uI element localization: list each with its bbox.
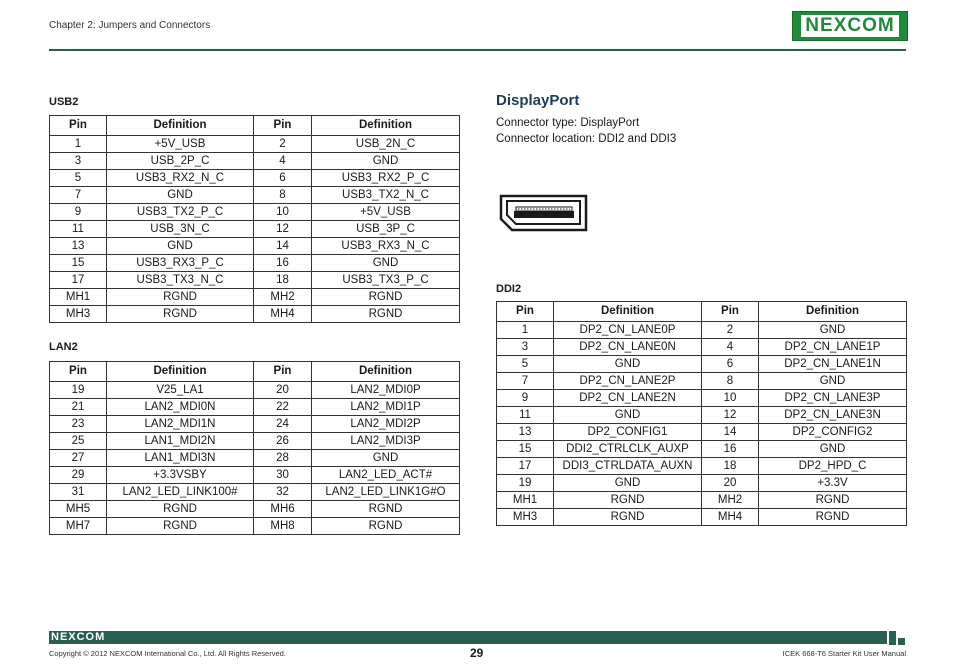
definition-cell: GND — [759, 373, 907, 390]
pin-cell: 2 — [702, 322, 759, 339]
pin-cell: 26 — [254, 433, 312, 450]
pin-cell: 27 — [50, 450, 107, 467]
displayport-connector-icon — [498, 193, 590, 235]
definition-cell: USB3_TX3_N_C — [107, 272, 254, 289]
definition-cell: +3.3VSBY — [107, 467, 254, 484]
definition-cell: DDI2_CTRLCLK_AUXP — [554, 441, 702, 458]
page-number: 29 — [470, 646, 484, 660]
table-row — [50, 153, 460, 170]
pin-cell: 23 — [50, 416, 107, 433]
definition-header: Definition — [554, 302, 702, 322]
definition-cell: RGND — [107, 306, 254, 323]
definition-cell: GND — [759, 441, 907, 458]
definition-cell: USB_2P_C — [107, 153, 254, 170]
connector-type: Connector type: DisplayPort — [496, 117, 640, 129]
pin-cell: 16 — [702, 441, 759, 458]
definition-cell: RGND — [759, 492, 907, 509]
pin-cell: MH1 — [50, 289, 107, 306]
pin-cell: 32 — [254, 484, 312, 501]
corner-squares-icon — [889, 629, 907, 645]
definition-cell: DP2_CN_LANE3P — [759, 390, 907, 407]
ddi2-pin-table — [496, 301, 907, 526]
header-divider — [49, 49, 906, 51]
pin-cell: 4 — [702, 339, 759, 356]
pin-cell: MH6 — [254, 501, 312, 518]
table-row — [50, 467, 460, 484]
definition-cell: RGND — [312, 306, 460, 323]
definition-header: Definition — [759, 302, 907, 322]
table-row — [50, 170, 460, 187]
table-row — [497, 441, 907, 458]
pin-cell: 10 — [702, 390, 759, 407]
definition-cell: DP2_CN_LANE1P — [759, 339, 907, 356]
table-row — [50, 399, 460, 416]
definition-cell: USB3_RX3_P_C — [107, 255, 254, 272]
definition-cell: GND — [554, 407, 702, 424]
table-row — [50, 272, 460, 289]
pin-cell: 11 — [497, 407, 554, 424]
pin-cell: 7 — [50, 187, 107, 204]
definition-cell: LAN2_LED_LINK100# — [107, 484, 254, 501]
pin-cell: 24 — [254, 416, 312, 433]
definition-header: Definition — [312, 116, 460, 136]
pin-cell: 19 — [497, 475, 554, 492]
pin-cell: 13 — [50, 238, 107, 255]
pin-cell: 8 — [702, 373, 759, 390]
pin-cell: 9 — [497, 390, 554, 407]
definition-cell: LAN2_MDI1N — [107, 416, 254, 433]
table-row — [50, 187, 460, 204]
pin-cell: 12 — [702, 407, 759, 424]
pin-cell: 18 — [254, 272, 312, 289]
definition-cell: GND — [759, 322, 907, 339]
definition-cell: RGND — [554, 492, 702, 509]
definition-cell: +3.3V — [759, 475, 907, 492]
table-row — [497, 492, 907, 509]
table-row — [50, 136, 460, 153]
pin-cell: 18 — [702, 458, 759, 475]
definition-cell: LAN2_MDI3P — [312, 433, 460, 450]
pin-cell: MH5 — [50, 501, 107, 518]
definition-cell: DP2_CN_LANE2N — [554, 390, 702, 407]
table-row — [497, 407, 907, 424]
pin-cell: 15 — [50, 255, 107, 272]
definition-cell: LAN2_MDI1P — [312, 399, 460, 416]
table-row — [50, 306, 460, 323]
pin-cell: 4 — [254, 153, 312, 170]
definition-cell: LAN1_MDI3N — [107, 450, 254, 467]
pin-cell: 28 — [254, 450, 312, 467]
pin-header: Pin — [50, 362, 107, 382]
definition-cell: +5V_USB — [107, 136, 254, 153]
pin-header: Pin — [702, 302, 759, 322]
table-row — [497, 390, 907, 407]
pin-cell: 30 — [254, 467, 312, 484]
manual-title: ICEK 668-T6 Starter Kit User Manual — [782, 649, 906, 658]
pin-cell: 29 — [50, 467, 107, 484]
definition-cell: GND — [107, 187, 254, 204]
pin-cell: 17 — [497, 458, 554, 475]
definition-cell: RGND — [312, 501, 460, 518]
pin-header: Pin — [497, 302, 554, 322]
table-row — [50, 433, 460, 450]
pin-cell: MH2 — [254, 289, 312, 306]
pin-cell: 14 — [702, 424, 759, 441]
definition-cell: LAN2_MDI0P — [312, 382, 460, 399]
table-header-row — [497, 302, 907, 322]
pin-cell: MH1 — [497, 492, 554, 509]
footer-logo: NEXCOM — [51, 631, 106, 643]
pin-cell: 5 — [497, 356, 554, 373]
definition-cell: GND — [554, 475, 702, 492]
lan2-label: LAN2 — [49, 341, 78, 353]
pin-cell: MH3 — [50, 306, 107, 323]
pin-cell: MH4 — [702, 509, 759, 526]
definition-cell: LAN2_LED_ACT# — [312, 467, 460, 484]
pin-cell: MH8 — [254, 518, 312, 535]
pin-cell: 20 — [254, 382, 312, 399]
table-row — [50, 238, 460, 255]
table-row — [497, 339, 907, 356]
table-header-row — [50, 116, 460, 136]
definition-cell: RGND — [554, 509, 702, 526]
lan2-pin-table — [49, 361, 460, 535]
copyright-text: Copyright © 2012 NEXCOM International Co., Ltd. All Rights Reserved. — [49, 649, 286, 658]
definition-cell: GND — [107, 238, 254, 255]
definition-header: Definition — [107, 362, 254, 382]
definition-cell: GND — [554, 356, 702, 373]
pin-cell: 7 — [497, 373, 554, 390]
table-row — [50, 484, 460, 501]
logo-text: NEXCOM — [801, 15, 898, 37]
pin-cell: 5 — [50, 170, 107, 187]
table-row — [497, 458, 907, 475]
pin-cell: 8 — [254, 187, 312, 204]
chapter-title: Chapter 2: Jumpers and Connectors — [49, 20, 211, 31]
table-row — [50, 450, 460, 467]
definition-cell: USB3_RX2_P_C — [312, 170, 460, 187]
definition-cell: USB3_RX2_N_C — [107, 170, 254, 187]
usb2-pin-table — [49, 115, 460, 323]
usb2-label: USB2 — [49, 96, 79, 108]
connector-location: Connector location: DDI2 and DDI3 — [496, 133, 677, 145]
pin-cell: 20 — [702, 475, 759, 492]
table-row — [50, 518, 460, 535]
table-row — [50, 221, 460, 238]
pin-header: Pin — [50, 116, 107, 136]
pin-cell: 1 — [497, 322, 554, 339]
definition-cell: RGND — [312, 289, 460, 306]
pin-cell: MH4 — [254, 306, 312, 323]
definition-cell: LAN2_MDI2P — [312, 416, 460, 433]
table-row — [50, 416, 460, 433]
definition-cell: USB3_TX2_P_C — [107, 204, 254, 221]
pin-cell: MH7 — [50, 518, 107, 535]
footer-bar — [49, 631, 887, 644]
definition-cell: DP2_HPD_C — [759, 458, 907, 475]
table-row — [497, 373, 907, 390]
definition-cell: USB_2N_C — [312, 136, 460, 153]
definition-cell: USB3_TX3_P_C — [312, 272, 460, 289]
pin-cell: 2 — [254, 136, 312, 153]
definition-cell: +5V_USB — [312, 204, 460, 221]
table-row — [50, 289, 460, 306]
pin-cell: 12 — [254, 221, 312, 238]
definition-cell: USB_3P_C — [312, 221, 460, 238]
pin-cell: 9 — [50, 204, 107, 221]
definition-cell: GND — [312, 153, 460, 170]
definition-cell: DP2_CN_LANE3N — [759, 407, 907, 424]
pin-cell: 16 — [254, 255, 312, 272]
definition-cell: USB3_TX2_N_C — [312, 187, 460, 204]
table-row — [497, 475, 907, 492]
definition-cell: DP2_CN_LANE2P — [554, 373, 702, 390]
pin-cell: 6 — [702, 356, 759, 373]
definition-cell: GND — [312, 255, 460, 272]
definition-cell: LAN2_MDI0N — [107, 399, 254, 416]
pin-cell: 25 — [50, 433, 107, 450]
table-row — [497, 322, 907, 339]
definition-cell: DDI3_CTRLDATA_AUXN — [554, 458, 702, 475]
table-row — [497, 509, 907, 526]
definition-cell: DP2_CONFIG1 — [554, 424, 702, 441]
pin-cell: 14 — [254, 238, 312, 255]
definition-cell: DP2_CN_LANE0P — [554, 322, 702, 339]
definition-cell: DP2_CN_LANE0N — [554, 339, 702, 356]
definition-cell: RGND — [107, 501, 254, 518]
pin-cell: 10 — [254, 204, 312, 221]
table-row — [497, 424, 907, 441]
definition-cell: RGND — [312, 518, 460, 535]
definition-cell: RGND — [107, 289, 254, 306]
pin-cell: 22 — [254, 399, 312, 416]
definition-header: Definition — [107, 116, 254, 136]
definition-cell: GND — [312, 450, 460, 467]
pin-cell: 1 — [50, 136, 107, 153]
pin-cell: 13 — [497, 424, 554, 441]
pin-header: Pin — [254, 362, 312, 382]
ddi2-label: DDI2 — [496, 283, 522, 295]
definition-cell: V25_LA1 — [107, 382, 254, 399]
pin-cell: MH3 — [497, 509, 554, 526]
definition-cell: LAN1_MDI2N — [107, 433, 254, 450]
pin-cell: 15 — [497, 441, 554, 458]
displayport-title: DisplayPort — [496, 92, 580, 109]
pin-cell: 3 — [497, 339, 554, 356]
pin-cell: 11 — [50, 221, 107, 238]
table-row — [497, 356, 907, 373]
table-row — [50, 255, 460, 272]
table-row — [50, 382, 460, 399]
definition-cell: RGND — [107, 518, 254, 535]
pin-cell: 6 — [254, 170, 312, 187]
table-row — [50, 204, 460, 221]
definition-cell: DP2_CN_LANE1N — [759, 356, 907, 373]
pin-cell: 19 — [50, 382, 107, 399]
pin-header: Pin — [254, 116, 312, 136]
definition-cell: LAN2_LED_LINK1G#O — [312, 484, 460, 501]
definition-cell: USB3_RX3_N_C — [312, 238, 460, 255]
definition-cell: DP2_CONFIG2 — [759, 424, 907, 441]
pin-cell: 17 — [50, 272, 107, 289]
nexcom-logo — [792, 11, 908, 41]
table-row — [50, 501, 460, 518]
pin-cell: 3 — [50, 153, 107, 170]
definition-cell: USB_3N_C — [107, 221, 254, 238]
table-header-row — [50, 362, 460, 382]
pin-cell: MH2 — [702, 492, 759, 509]
pin-cell: 31 — [50, 484, 107, 501]
definition-cell: RGND — [759, 509, 907, 526]
pin-cell: 21 — [50, 399, 107, 416]
definition-header: Definition — [312, 362, 460, 382]
